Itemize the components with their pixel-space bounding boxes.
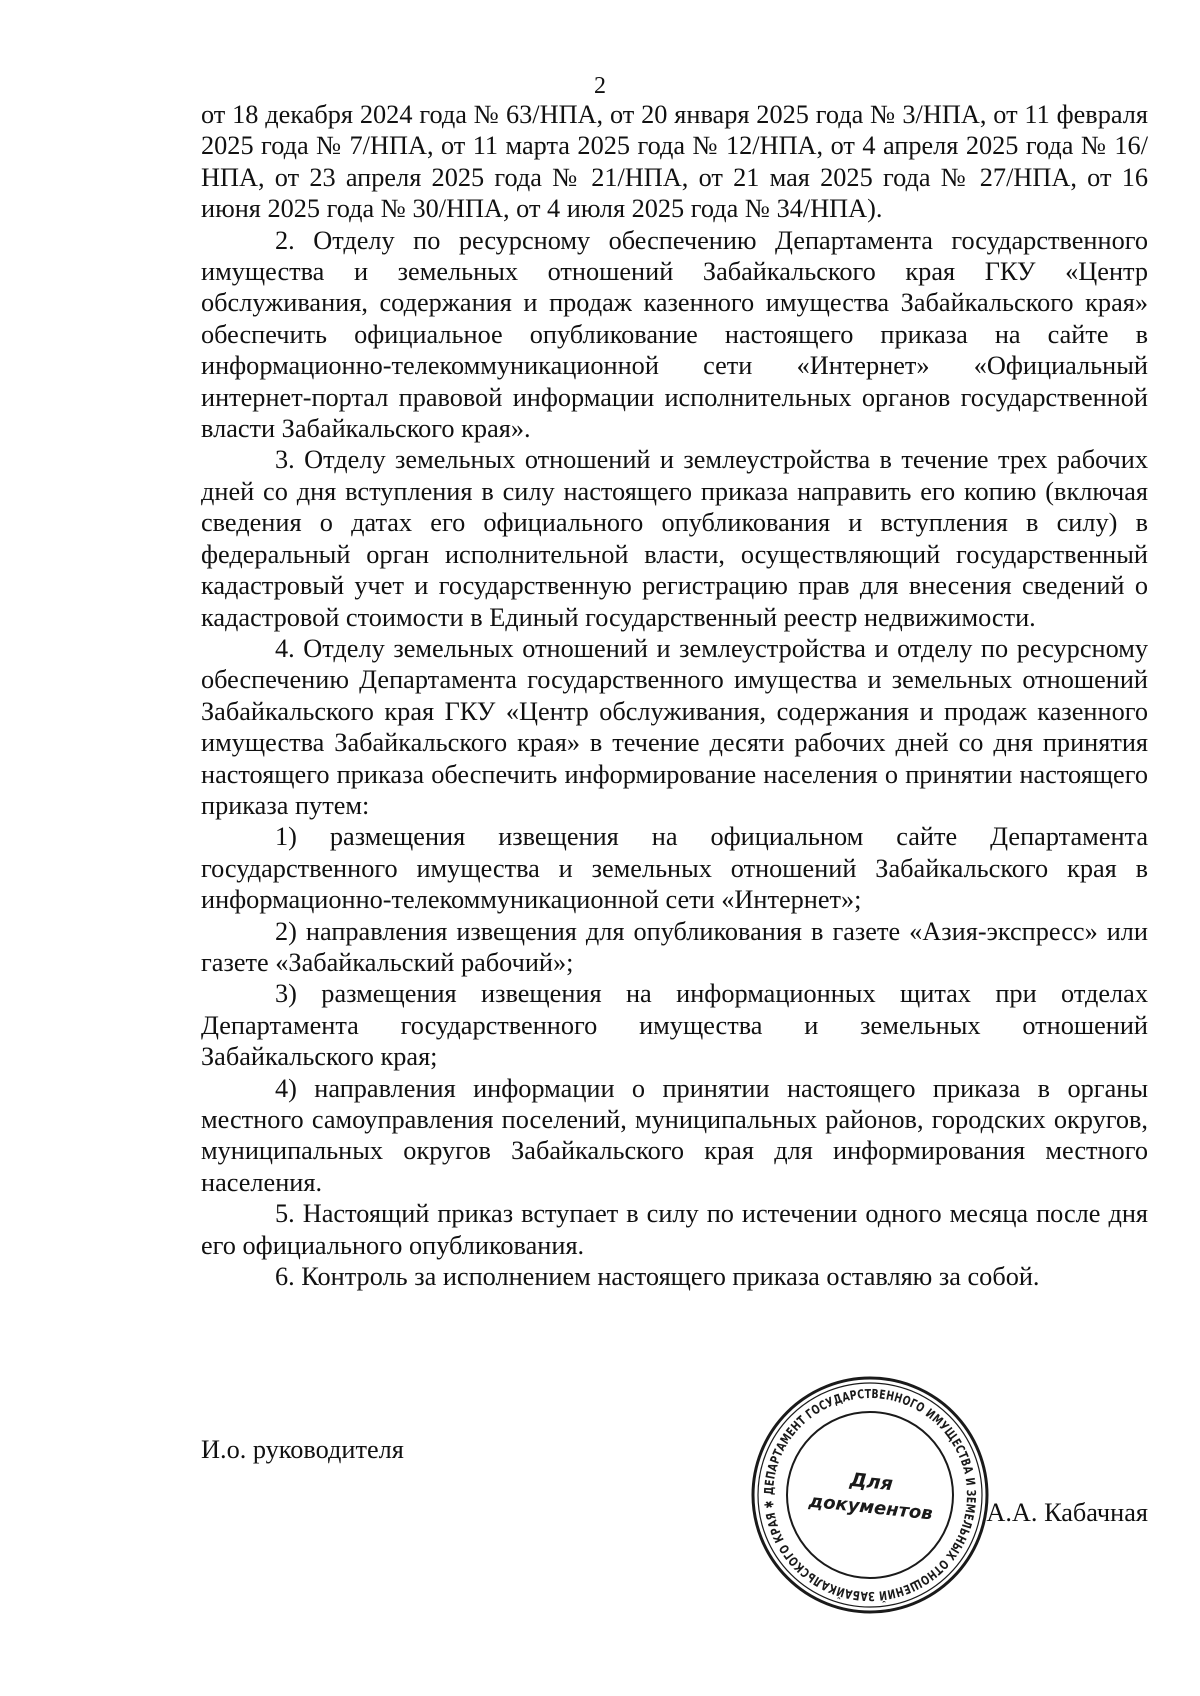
paragraph-item-6: 6. Контроль за исполнением настоящего приказа оставляю за собой. (275, 1262, 1040, 1292)
paragraph-item-3: 3. Отделу земельных отношений и землеустройства в течение трех рабочих дней со дня вступления в силу настоящего приказа направить его копию (включая сведения о датах его официального опубликования и вступления в силу) в федеральный орган исполнительной власти, осуществляющий государственный кадастровый учет и государственную регистрацию прав для внесения сведений о кадастровой стоимости в Единый государственный реестр недвижимости. (201, 445, 1148, 632)
paragraph-continuation: от 18 декабря 2024 года № 63/НПА, от 20 января 2025 года № 3/НПА, от 11 февраля 2025 года № 7/НПА, от 11 марта 2025 года № 12/НПА, от 4 апреля 2025 года № 16/НПА, от 23 апреля 2025 года № 21/НПА, от 21 мая 2025 года № 27/НПА, от 16 июня 2025 года № 30/НПА, от 4 июля 2025 года № 34/НПА). (201, 100, 1148, 224)
page-number: 2 (594, 73, 606, 99)
subitem-1: 1) размещения извещения на официальном сайте Департамента государственного имущества и земельных отношений Забайкальского края в информационно-телекоммуникационной сети «Интернет»; (201, 822, 1148, 915)
paragraph-item-4: 4. Отделу земельных отношений и землеустройства и отделу по ресурсному обеспечению Департамента государственного имущества и земельных отношений Забайкальского края ГКУ «Центр обслуживания, содержания и продаж казенного имущества Забайкальского края» в течение десяти рабочих дней со дня принятия настоящего приказа обеспечить информирование населения о принятии настоящего приказа путем: (201, 633, 1148, 820)
stamp-center-line-2: документов (807, 1490, 934, 1525)
subitem-2: 2) направления извещения для опубликования в газете «Азия-экспресс» или газете «Забайкальский рабочий»; (201, 916, 1148, 977)
paragraph-item-2: 2. Отделу по ресурсному обеспечению Департамента государственного имущества и земельных отношений Забайкальского края ГКУ «Центр обслуживания, содержания и продаж казенного имущества Забайкальского края» обеспечить официальное опубликование настоящего приказа на сайте в информационно-телекоммуникационной сети «Интернет» «Официальный интернет-портал правовой информации исполнительных органов государственной власти Забайкальского края». (201, 225, 1148, 444)
subitem-4: 4) направления информации о принятии настоящего приказа в органы местного самоуправления поселений, муниципальных районов, городских округов, муниципальных округов Забайкальского края для информирования местного населения. (201, 1073, 1148, 1197)
svg-text:ДЕПАРТАМЕНТ ГОСУДАРСТВЕННОГО И (761, 1386, 979, 1604)
subitem-3: 3) размещения извещения на информационных щитах при отделах Департамента государственного имущества и земельных отношений Забайкальского края; (201, 979, 1148, 1072)
paragraph-item-5: 5. Настоящий приказ вступает в силу по истечении одного месяца после дня его официального опубликования. (201, 1199, 1148, 1260)
signer-name: А.А. Кабачная (986, 1498, 1148, 1527)
document-body (201, 99, 1148, 1292)
stamp-ring-text: ДЕПАРТАМЕНТ ГОСУДАРСТВЕННОГО ИМУЩЕСТВА И ЗЕМЕЛЬНЫХ ОТНОШЕНИЙ ЗАБАЙКАЛЬСКОГО КРАЯ ✱ (760, 1385, 980, 1605)
signer-role: И.о. руководителя (201, 1435, 404, 1464)
signature-block (201, 1370, 1148, 1650)
stamp-center-line-1: Для (848, 1468, 894, 1496)
official-stamp (745, 1370, 995, 1620)
